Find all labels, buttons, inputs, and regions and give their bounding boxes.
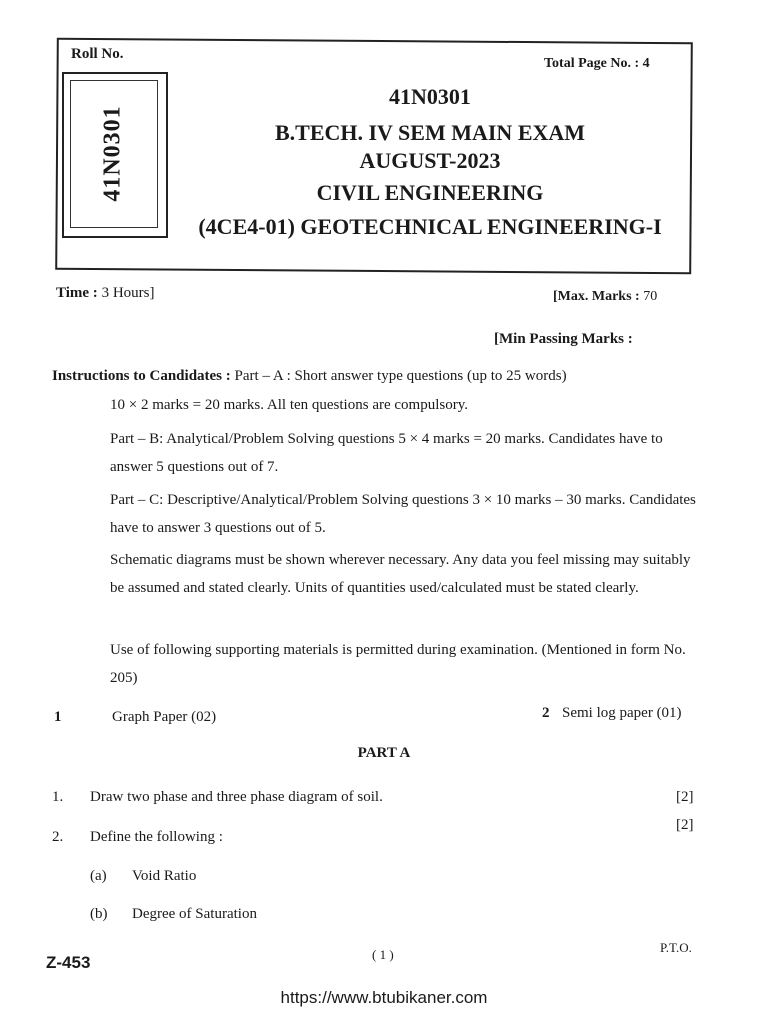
material-text: Graph Paper (02) bbox=[112, 709, 217, 725]
exam-title: B.TECH. IV SEM MAIN EXAM bbox=[274, 120, 586, 145]
time-value: 3 Hours] bbox=[101, 285, 155, 301]
instruction-schematic: Schematic diagrams must be shown wherever necessary. Any data you feel missing may suitably be assumed and stated clearly. Units of quantities used/calculated must be stated clearly. bbox=[110, 552, 691, 596]
subquestion-text: Degree of Saturation bbox=[132, 906, 257, 922]
source-url: https://www.btubikaner.com bbox=[280, 988, 488, 1007]
material-text: Semi log paper (01) bbox=[562, 705, 682, 721]
subject-title: (4CE4-01) GEOTECHNICAL ENGINEERING-I bbox=[198, 214, 662, 239]
question-number: 2. bbox=[52, 829, 64, 845]
question-marks: [2] bbox=[676, 789, 694, 805]
max-marks bbox=[553, 289, 657, 305]
question-number: 1. bbox=[52, 789, 64, 805]
time-label: Time : bbox=[56, 285, 98, 301]
instruction-materials: Use of following supporting materials is permitted during examination. (Mentioned in form No. 205) bbox=[110, 642, 686, 686]
instruction-part-c: Part – C: Descriptive/Analytical/Problem Solving questions 3 × 10 marks – 30 marks. Candidates have to answer 3 questions out of 5. bbox=[110, 492, 696, 536]
time-info bbox=[56, 285, 154, 302]
material-number: 1 bbox=[54, 709, 62, 725]
part-a-heading: PART A bbox=[357, 745, 411, 761]
footer-paper-code: Z-453 bbox=[46, 953, 91, 972]
roll-number-text: 41N0301 bbox=[99, 104, 126, 202]
question-text: Define the following : bbox=[90, 829, 223, 845]
department: CIVIL ENGINEERING bbox=[316, 180, 544, 205]
max-marks-value: 70 bbox=[643, 289, 658, 304]
total-pages: Total Page No. : 4 bbox=[544, 56, 650, 71]
roll-number-vertical bbox=[72, 82, 154, 224]
instruction-part-a-cont: 10 × 2 marks = 20 marks. All ten questions are compulsory. bbox=[110, 397, 468, 413]
min-passing-marks: [Min Passing Marks : bbox=[494, 331, 633, 347]
pto-note: P.T.O. bbox=[660, 940, 692, 955]
question-text: Draw two phase and three phase diagram of soil. bbox=[90, 789, 383, 805]
page-number: ( 1 ) bbox=[372, 947, 394, 962]
max-marks-label: [Max. Marks : bbox=[553, 289, 640, 304]
paper-code: 41N0301 bbox=[389, 84, 471, 109]
subquestion-text: Void Ratio bbox=[132, 868, 197, 884]
subquestion-label: (b) bbox=[90, 906, 108, 922]
instructions-heading: Instructions to Candidates : bbox=[52, 368, 231, 384]
instructions-heading-line bbox=[52, 362, 702, 390]
instruction-part-b: Part – B: Analytical/Problem Solving questions 5 × 4 marks = 20 marks. Candidates have to answer 5 questions out of 7. bbox=[110, 431, 663, 475]
question-marks: [2] bbox=[676, 817, 694, 833]
material-number: 2 bbox=[542, 705, 550, 721]
exam-date: AUGUST-2023 bbox=[359, 148, 501, 173]
subquestion-label: (a) bbox=[90, 868, 107, 884]
roll-number-label: Roll No. bbox=[71, 46, 124, 62]
instruction-part-a: Part – A : Short answer type questions (up to 25 words) bbox=[234, 368, 567, 384]
